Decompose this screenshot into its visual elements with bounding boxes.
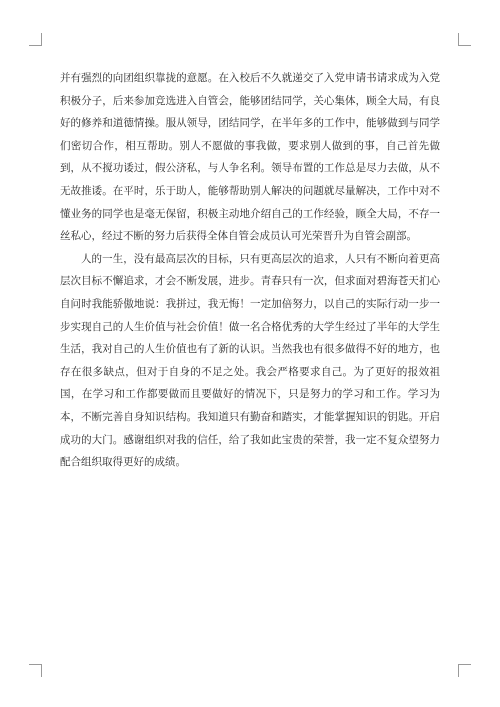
paragraph-2: 人的一生，没有最高层次的目标，只有更高层次的追求，人只有不断向着更高层次目标不懈追求，才会不断发展，进步。青春只有一次，但求面对碧海苍天扪心自问时我能骄傲地说：我拼过，我无悔！一定加倍努力，以自己的实际行动一步一步实现自己的人生价值与社会价值！做一名合格优秀的大学生经过了半年的大学生生活，我对自己的人生价值也有了新的认识。当然我也有很多做得不好的地方，也存在很多缺点，但对于自身的不足之处。我会严格要求自己。为了更好的报效祖国，在学习和工作都要做而且要做好的情况下，只是努力的学习和工作。学习为本，不断完善自身知识结构。我知道只有勤奋和踏实，才能掌握知识的钥匙。开启成功的大门。感谢组织对我的信任，给了我如此宝贵的荣誉，我一定不复众望努力配合组织取得更好的成绩。 bbox=[60, 252, 440, 469]
paragraph-1: 并有强烈的向团组织靠拢的意愿。在入校后不久就递交了入党申请书请求成为入党积极分子，后来参加竞选进入自管会，能够团结同学，关心集体，顾全大局，有良好的修养和道德情操。服从领导，团结同学，在半年多的工作中，能够做到与同学们密切合作，相互帮助。别人不愿做的事我做，要求别人做到的事，自己首先做到，从不搅功诿过，假公济私，与人争名利。领导布置的工作总是尽力去做，从不无故推诿。在平时，乐于助人，能够帮助别人解决的问题就尽量解决，工作中对不懂业务的同学也是毫无保留，积极主动地介绍自己的工作经验，顾全大局，不存一丝私心，经过不断的努力后获得全体自管会成员认可光荣晋升为自管会副部。 bbox=[60, 72, 440, 243]
crop-mark-top-right bbox=[458, 33, 471, 46]
document-body bbox=[60, 67, 440, 474]
crop-mark-bottom-left bbox=[29, 664, 42, 677]
crop-mark-top-left bbox=[29, 33, 42, 46]
crop-mark-bottom-right bbox=[458, 664, 471, 677]
